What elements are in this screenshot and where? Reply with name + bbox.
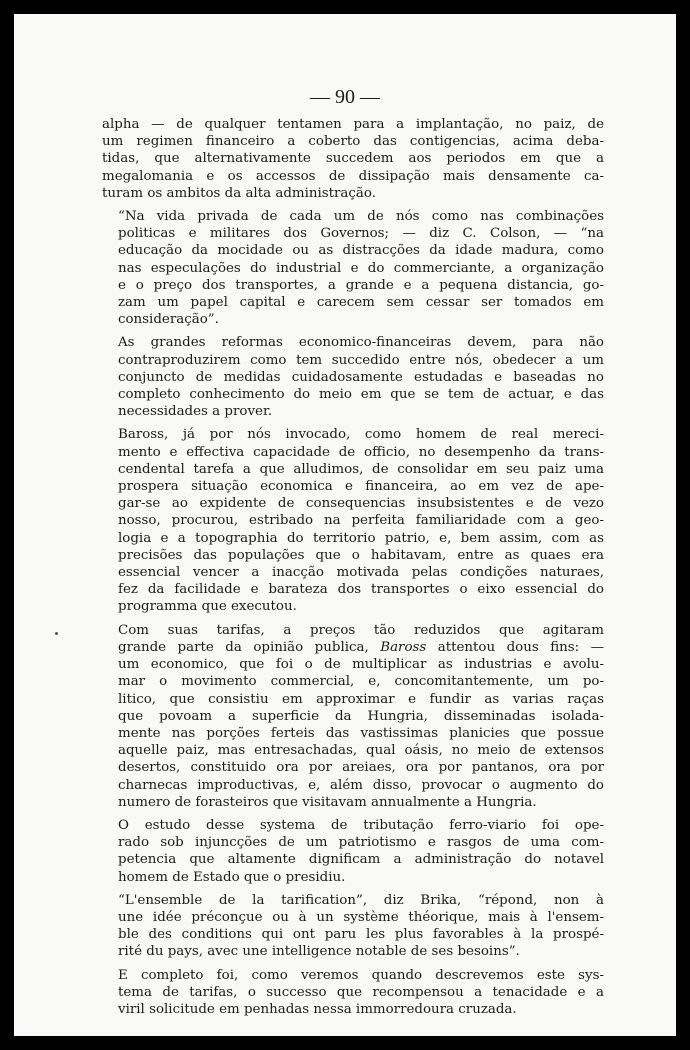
- text-line: consideração”.: [118, 312, 219, 328]
- paragraph: [102, 622, 604, 811]
- text-line: ble des conditions qui ont paru les plus favorables à la prospé-: [118, 927, 604, 943]
- paragraph: [102, 817, 604, 886]
- text-line: desertos, constituido ora por areiaes, ora por pantanos, ora por: [118, 760, 604, 776]
- text-line: precisões das populações que o habitavam, entre as quaes era: [118, 547, 604, 563]
- text-line: logia e a topographia do territorio patrio, e, bem assim, com as: [118, 530, 604, 546]
- page-number: — 90 —: [310, 86, 380, 108]
- text-line: zam um papel capital e carecem sem cessar ser tomados em: [118, 295, 604, 311]
- text-line: prospera situação economica e financeira, ao em vez de ape-: [118, 479, 604, 495]
- text-line: rado sob injuncções de um patriotismo e rasgos de uma com-: [118, 835, 604, 851]
- text-line: “Na vida privada de cada um de nós como nas combinações: [118, 209, 604, 225]
- text-line: charnecas improductivas, e, além disso, provocar o augmento do: [118, 777, 604, 793]
- text-line: essencial vencer a inacção motivada pelas condições naturaes,: [118, 565, 604, 581]
- text-line: megalomania e os accessos de dissipação mais densamente ca-: [102, 168, 604, 184]
- text-line: e o preço dos transportes, a grande e a pequena distancia, go-: [118, 277, 604, 293]
- paragraph: [102, 116, 604, 202]
- text-line: aquelle paiz, mas entresachadas, qual oásis, no meio de extensos: [118, 743, 604, 759]
- paragraph: [102, 208, 604, 328]
- text-line: “L'ensemble de la tarification”, diz Brika, “répond, non à: [118, 892, 604, 908]
- text-line: conjuncto de medidas cuidadosamente estudadas e baseadas no: [118, 369, 604, 385]
- text-line: mar o movimento commercial, e, concomitantemente, um po-: [118, 674, 604, 690]
- text-line: nas especulações do industrial e do commerciante, a organização: [118, 260, 604, 276]
- text-line: necessidades a prover.: [118, 404, 273, 420]
- text-line: programma que executou.: [118, 599, 297, 615]
- text-line: nosso, procurou, estribado na perfeita familiaridade com a geo-: [118, 513, 604, 529]
- text-line: um regimen financeiro a coberto das contigencias, acima deba-: [102, 134, 604, 150]
- text-line: que povoam a superficie da Hungria, disseminadas isolada-: [118, 708, 604, 724]
- text-line: mente nas porções ferteis das vastissimas planicies que possue: [118, 725, 604, 741]
- text-line: As grandes reformas economico-financeiras devem, para não: [118, 335, 604, 351]
- text-line: gar-se ao expidente de consequencias insubsistentes e de vezo: [118, 496, 604, 512]
- text-line: une idée préconçue ou à un système théorique, mais à l'ensem-: [118, 909, 604, 925]
- paragraph: [102, 892, 604, 961]
- paragraph: [102, 426, 604, 615]
- text-line: tidas, que alternativamente succedem aos periodos em que a: [102, 151, 604, 167]
- text-line: viril solicitude em penhadas nessa immorredoura cruzada.: [118, 1001, 517, 1017]
- text-line: rité du pays, avec une intelligence notable de ses besoins”.: [118, 944, 520, 960]
- text-line: cendental tarefa a que alludimos, de consolidar em seu paiz uma: [118, 461, 604, 477]
- text-line: grande parte da opinião publica, Baross attentou dous fins: —: [118, 639, 604, 655]
- body-text: [102, 116, 604, 1024]
- scanned-page: [14, 14, 676, 1036]
- text-line: O estudo desse systema de tributação ferro-viario foi ope-: [118, 817, 604, 833]
- text-line: completo conhecimento do meio em que se tem de actuar, e das: [118, 387, 604, 403]
- text-line: litico, que consistiu em approximar e fundir as varias raças: [118, 691, 604, 707]
- text-line: petencia que altamente dignificam a administração do notavel: [118, 852, 604, 868]
- text-line: educação da mocidade ou as distracções da idade madura, como: [118, 243, 604, 259]
- text-line: Com suas tarifas, a preços tão reduzidos que agitaram: [118, 622, 604, 638]
- text-line: tema de tarifas, o successo que recompensou a tenacidade e a: [118, 984, 604, 1000]
- margin-speck: [55, 632, 58, 635]
- text-line: turam os ambitos da alta administração.: [102, 185, 376, 201]
- text-line: numero de forasteiros que visitavam annualmente a Hungria.: [118, 794, 537, 810]
- text-line: E completo foi, como veremos quando descrevemos este sys-: [118, 967, 604, 983]
- text-line: Baross, já por nós invocado, como homem de real mereci-: [118, 427, 604, 443]
- text-line: homem de Estado que o presidiu.: [118, 869, 346, 885]
- text-line: um economico, que foi o de multiplicar as industrias e avolu-: [118, 657, 604, 673]
- text-line: fez da facilidade e barateza dos transportes o eixo essencial do: [118, 582, 604, 598]
- text-line: politicas e militares dos Governos; — diz C. Colson, — “na: [118, 226, 604, 242]
- paragraph: [102, 334, 604, 420]
- paragraph: [102, 967, 604, 1019]
- text-line: contraproduzirem como tem succedido entre nós, obedecer a um: [118, 352, 604, 368]
- text-line: mento e effectiva capacidade de officio, no desempenho da trans-: [118, 444, 604, 460]
- text-line: alpha — de qualquer tentamen para a implantação, no paiz, de: [102, 117, 604, 132]
